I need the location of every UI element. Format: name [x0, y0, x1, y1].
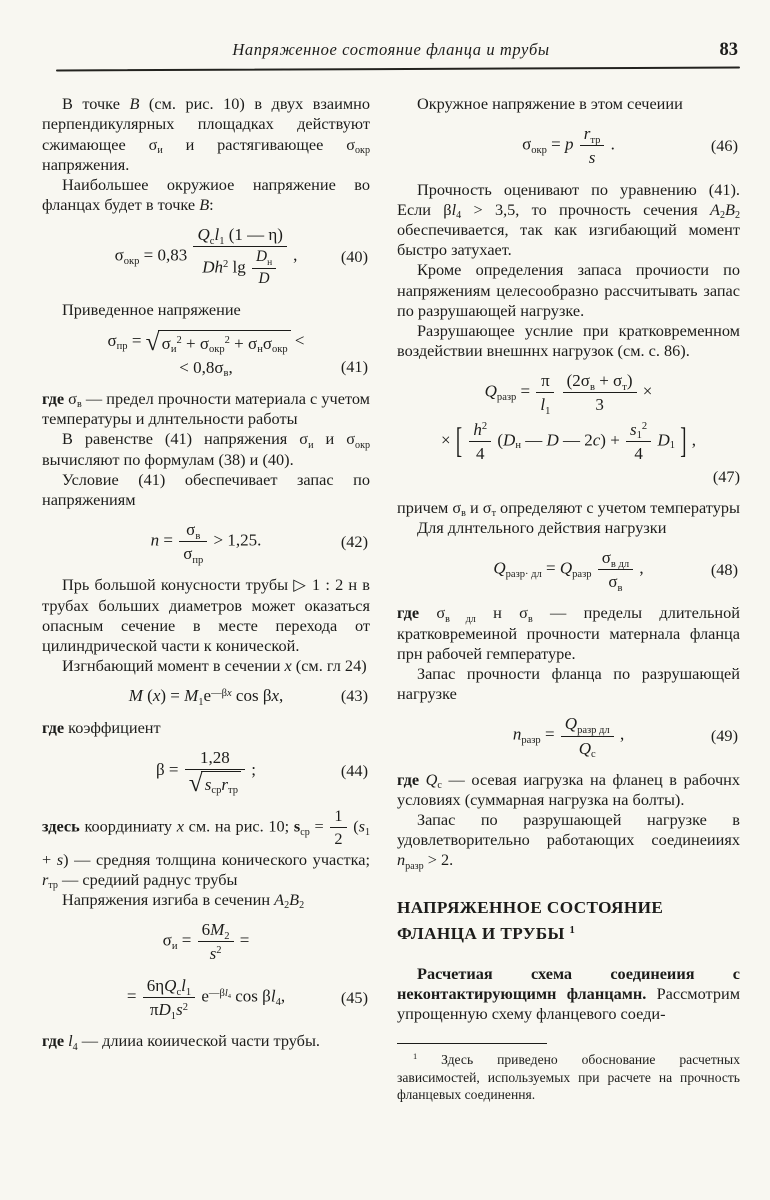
paragraph: где $l_4$ — длииа коиической части трубы.: [42, 1031, 320, 1053]
math-fraction: [183, 747, 247, 795]
subscript: в: [461, 508, 466, 520]
paragraph: Условие (41) обеспечивает запас по напряжениям: [42, 469, 370, 510]
radical-argument: $\sigma_и^2 + \sigma_{окр}^2 + \sigma_н\sigma_{окр}$: [158, 330, 291, 354]
math-variable: D: [256, 248, 268, 266]
math-variable: l: [214, 225, 220, 245]
equation-number: (48): [710, 559, 738, 579]
bracket: [: [455, 420, 463, 461]
formula-expression: $n_{разр}$ = $Q_{разр дл}$ $Q_с$ ,: [512, 714, 625, 761]
bold-text: где: [397, 603, 420, 623]
math-variable: Dh: [202, 257, 224, 277]
superscript: 2: [481, 420, 488, 432]
formula-45: [42, 975, 370, 1020]
subscript: и: [157, 144, 163, 156]
subscript: окр: [272, 344, 288, 356]
bold-text: где: [42, 1031, 65, 1051]
subscript: 2: [224, 930, 230, 942]
math-variable: r: [42, 869, 49, 889]
subscript: н: [267, 257, 273, 268]
formula-expression: < $0,8\sigma_в$,: [179, 357, 233, 380]
fraction-denominator: 4: [475, 443, 485, 463]
bold-text: Расчетиая схема соединеиия с неконтактирующимн фланцамн.: [397, 963, 740, 1004]
subscript: в дл: [610, 558, 630, 570]
subscript: в: [223, 368, 229, 380]
math-variable: s: [588, 148, 596, 168]
paragraph: Кроме определения запаса прочиости по напряжениям целесообразно рассчитывать запас по разрушающей нагрузке.: [397, 260, 740, 320]
math-variable: s: [176, 1000, 183, 1020]
subscript: с: [209, 235, 215, 247]
fraction-numerator: [252, 248, 276, 269]
subscript: тр: [590, 134, 601, 146]
fraction-denominator: [185, 767, 245, 797]
subscript: 2: [284, 900, 290, 912]
fraction-numerator: $6M_2$: [198, 919, 234, 942]
formula-line: [397, 713, 740, 761]
subscript: н: [257, 344, 263, 356]
formula-line: [42, 357, 370, 378]
subscript: ср: [211, 785, 222, 797]
fraction-denominator: 2: [334, 829, 343, 849]
subscript: 1: [669, 440, 675, 452]
formula-expression: β = 1,28 √ $s_{ср}r_{тр}$ ;: [156, 747, 256, 797]
math-fraction: [624, 419, 653, 464]
math-variable: Q: [164, 976, 177, 996]
subscript: в: [617, 582, 623, 594]
paragraph: причем $\sigma_в$ и $\sigma_т$ определяют с учетом температуры: [397, 497, 740, 520]
formula-expression: $\sigma_{окр} = p$ $r_{тр}$ s .: [522, 124, 615, 168]
math-variable: B: [289, 889, 300, 909]
radical-sign-icon: √: [188, 767, 203, 797]
fraction-denominator: 3: [595, 395, 604, 415]
subscript: 2: [719, 210, 725, 222]
paragraph: В равенстве (41) напряжения $\sigma_и$ и $\sigma_{окр}$ вычисляют по формулам (38) и (40).: [42, 429, 371, 469]
fraction-denominator: [252, 269, 276, 289]
paragraph: Разрушающее уснлие при кратковременном воздействии внешннх нагрузок (см. с. 86).: [397, 320, 740, 361]
formula-line: [397, 467, 740, 487]
paragraph: где коэффициент: [42, 717, 161, 737]
math-variable: h: [473, 419, 482, 439]
math-variable: M: [128, 686, 143, 706]
subscript: 1: [219, 235, 225, 247]
paragraph: Окружное напряжение в этом сечеиии: [417, 94, 683, 114]
footnote-rule: [397, 1043, 547, 1044]
math-variable: Q: [425, 769, 438, 789]
formula-48: [397, 547, 740, 592]
math-variable: r: [221, 774, 228, 794]
math-fraction: [141, 975, 197, 1020]
math-variable: s: [209, 944, 217, 964]
formula-expression: = $6\eta Q_сl_1$ $\pi D_1s^2$ $e^{—\beta l_4}$ $\cos \beta l_4$,: [126, 976, 286, 1022]
math-fraction: [196, 919, 236, 964]
math-variable: D: [657, 430, 670, 450]
math-variable: s: [56, 849, 64, 869]
math-variable: x: [152, 686, 161, 706]
fraction-numerator: [469, 419, 491, 442]
superscript: 2: [216, 945, 222, 957]
formula-expression: $Q_{разр\cdot дл} = Q_{разр}$ $\sigma_{в дл}$ $\sigma_в$ ,: [493, 548, 644, 594]
subscript: 1: [636, 430, 642, 441]
subscript: 2: [734, 210, 740, 222]
superscript: —βx: [211, 687, 232, 699]
paragraph: Наибольшее окружиое напряжение во фланцах будет в точке В:: [42, 175, 370, 215]
formula-43: [42, 685, 370, 706]
subscript: с: [176, 986, 182, 998]
fraction-numerator: π: [536, 370, 554, 393]
subscript: разр· дл: [505, 569, 542, 581]
text-columns: [42, 94, 740, 1104]
bracket: ]: [680, 420, 687, 461]
paragraph: Для длнтельного действия нагрузки: [417, 518, 667, 538]
bold-text: где: [42, 389, 65, 409]
subscript: разр: [521, 735, 541, 747]
math-variable: Q: [493, 558, 506, 578]
bold-text: где: [397, 769, 420, 789]
equation-number: (42): [340, 531, 368, 551]
formula-line: [397, 123, 740, 168]
math-radical: [145, 326, 291, 356]
paragraph: где $\sigma_{в дл}$ н $\sigma_в$ — пределы длительной кратковремеиной прочности матернала фланца прн рабочей гемпературе.: [397, 603, 740, 663]
subscript: и: [170, 344, 177, 356]
equation-number: (44): [340, 760, 368, 780]
subscript: и: [308, 439, 314, 451]
math-fraction: [191, 224, 288, 289]
superscript: 2: [182, 1001, 188, 1013]
formula-expression: $\sigma_{окр} = 0,83$ $Q_сl_1$ (1 — η) Dh$^2$ lg $D_н$ D ,: [114, 225, 298, 288]
equation-number: (41): [340, 357, 368, 377]
formula-42: [42, 519, 370, 564]
fraction-numerator: $\sigma_{в дл}$: [598, 547, 633, 570]
formula-49: [397, 713, 740, 761]
math-fraction: [328, 806, 348, 849]
formula-47: [397, 370, 740, 487]
paragraph: Запас по разрушающей нагрузке в удовлетворительно работающих соединеииях $n_{разр} > 2$.: [397, 810, 740, 872]
equation-number: (43): [340, 685, 368, 705]
paragraph: Запас прочности фланца по разрушающей нагрузке: [397, 664, 740, 704]
subscript: т: [491, 508, 496, 520]
math-variable: r: [583, 124, 591, 144]
fraction-numerator: $(2\sigma_в + \sigma_т)$: [563, 370, 637, 393]
equation-number: (47): [712, 466, 740, 486]
math-variable: Q: [578, 738, 592, 758]
superscript: 2: [224, 334, 230, 346]
fraction-numerator: [580, 123, 605, 146]
math-variable: В: [129, 94, 140, 114]
formula-line: [397, 419, 740, 464]
math-variable: n: [512, 724, 522, 744]
subscript: с: [437, 779, 442, 791]
math-variable: x: [176, 816, 184, 836]
subscript: ср: [300, 826, 310, 838]
fraction-denominator: $\sigma_{пр}$: [183, 544, 204, 566]
superscript: 1: [413, 1050, 418, 1061]
paragraph: Прочность оценивают по уравнению (41). Если $\beta l_4 > 3,5$, то прочность сечения $A_2B_2$ обеспечивается, так как изгибающий момент быстро затухает.: [397, 179, 740, 260]
header-rule: [56, 67, 740, 72]
right-column: [397, 94, 740, 1104]
formula-41: [42, 326, 370, 380]
equation-number: (45): [340, 987, 368, 1007]
footnote-text: $^1$ Здесь приведено обоснование расчетных зависимостей, используемых при расчете на прочность фланцевых соединення.: [397, 1050, 740, 1103]
section-heading: НАПРЯЖЕННОЕ СОСТОЯНИЕ ФЛАНЦА И ТРУБЫ $^1$: [397, 897, 664, 944]
math-variable: M: [184, 686, 199, 706]
math-variable: D: [258, 270, 270, 288]
subscript: 1: [185, 986, 192, 998]
paragraph: Расчетиая схема соединеиия с неконтактирующимн фланцамн. Рассмотрим упрощенную схему фланцевого соеди-: [397, 963, 740, 1024]
formula-expression: $Q_{разр}$ = $\frac{\pi}{l_1}$ $(2\sigma_в + \sigma_т)$ 3 ×: [484, 371, 653, 417]
math-fraction: [467, 419, 493, 464]
math-fraction: [578, 123, 607, 168]
math-variable: x: [271, 686, 280, 706]
subscript: разр: [572, 569, 592, 581]
paragraph: В точке В (см. рис. 10) в двух взаимно перпендикулярных площадках действуют сжимающее $\sigma_и$ и растягивающее $\sigma_{окр}$ напряжения.: [42, 94, 370, 174]
math-variable: l: [540, 395, 546, 415]
fraction-numerator: $\sigma_в$: [179, 519, 207, 542]
running-title: Напряженное состояние фланца и трубы: [232, 40, 550, 59]
math-variable: l: [224, 987, 228, 999]
math-fraction: [177, 519, 209, 564]
math-fraction: [534, 370, 556, 415]
formula-45a: [42, 919, 370, 964]
fraction-denominator: 4: [634, 443, 643, 463]
subscript: разр дл: [577, 724, 610, 736]
subscript: 1: [170, 1010, 177, 1022]
radical-sign-icon: √: [145, 326, 160, 356]
math-variable: A: [709, 199, 720, 219]
fraction-numerator: [561, 713, 614, 736]
formula-expression: n = $\sigma_в$ $\sigma_{пр}$ > 1,25.: [150, 520, 262, 566]
subscript: окр: [531, 145, 547, 157]
formula-expression: $\sigma_и$ = $\frac{6M_2}{s^2}$ =: [162, 920, 250, 964]
formula-46: [397, 123, 740, 168]
formula-expression: $\sigma_{пр}$ = √ $\sigma_и^2 + \sigma_{окр}^2 + \sigma_н\sigma_{окр}$ <: [107, 326, 305, 356]
formula-line: [42, 519, 370, 564]
subscript: пр: [116, 341, 128, 353]
bold-text: здесь: [42, 816, 80, 836]
footnote: [397, 1043, 740, 1105]
math-variable: l: [181, 976, 186, 996]
subscript: 4: [456, 210, 462, 222]
superscript: 2: [641, 420, 648, 432]
fraction-numerator: 1: [330, 806, 346, 828]
subscript: с: [591, 749, 596, 761]
math-variable: Q: [564, 714, 578, 734]
math-variable: B: [724, 199, 735, 219]
math-fraction: [596, 547, 635, 592]
math-variable: В: [199, 195, 210, 215]
subscript: н: [515, 440, 521, 452]
fraction-denominator: [198, 942, 234, 964]
fraction-denominator: $\sigma_в$: [608, 572, 623, 594]
radical-argument: [201, 771, 241, 795]
equation-number: (49): [710, 725, 738, 745]
math-variable: D: [546, 430, 559, 450]
math-variable: A: [274, 889, 285, 909]
math-variable: n: [150, 530, 160, 550]
fraction-numerator: 1,28: [185, 747, 245, 770]
subscript: 1: [545, 405, 551, 417]
math-variable: c: [592, 430, 601, 450]
formula-line: [42, 975, 370, 1020]
fraction-numerator: $6\eta Q_сl_1$: [143, 975, 195, 998]
paragraph: здесь координиату x см. на рис. 10; $s_{ср}$ = $\frac{1}{2}$ $(s_1 + s)$ — средняя толщина конического участка; $r_{тр}$ — средиий раднус трубы: [42, 806, 371, 892]
math-fraction: [250, 248, 278, 289]
formula-line: [42, 326, 370, 356]
subscript: в: [76, 399, 82, 411]
equation-number: (40): [340, 246, 368, 266]
math-variable: p: [565, 134, 574, 154]
math-variable: l: [270, 986, 276, 1006]
subscript: окр: [355, 439, 371, 451]
superscript: 2: [223, 259, 229, 271]
paragraph: где $\sigma_в$ — предел прочности материала с учетом температуры и длнтельности работы: [42, 389, 370, 429]
subscript: и: [171, 941, 178, 953]
math-variable: n: [397, 850, 406, 870]
subscript: 4: [227, 993, 232, 1001]
math-variable: s: [204, 774, 212, 794]
math-fraction: [561, 370, 639, 415]
subscript: разр: [405, 860, 424, 872]
math-variable: D: [158, 1000, 171, 1020]
math-variable: D: [503, 430, 516, 450]
page-number: 83: [719, 40, 738, 60]
formula-line: [42, 747, 370, 795]
subscript: тр: [48, 880, 58, 892]
bold-text: где: [42, 717, 65, 737]
subscript: 1: [198, 696, 204, 708]
formula-expression: × [ $\frac{h^2}{4}$ ($D_н$ — D — 2c) + $\frac{s_1^2}{4}$ $D_1$ ] ,: [441, 419, 696, 463]
math-variable: x: [284, 656, 292, 676]
subscript: 4: [72, 1041, 78, 1053]
math-radical: [188, 767, 241, 797]
left-column: [42, 94, 370, 1104]
formula-line: [42, 685, 370, 706]
formula-44: [42, 747, 370, 795]
formula-line: [397, 370, 740, 415]
fraction-numerator: $Q_сl_1$ (1 — η): [193, 224, 286, 247]
subscript: т: [622, 381, 627, 393]
subscript: разр: [496, 392, 517, 404]
math-variable: s: [630, 419, 637, 439]
equation-number: (46): [710, 135, 738, 155]
fraction-denominator: [536, 393, 554, 415]
math-variable: Q: [484, 381, 497, 401]
subscript: 4: [275, 997, 281, 1009]
formula-40: [42, 224, 370, 289]
math-variable: Q: [559, 558, 573, 578]
page-header: [42, 40, 740, 64]
paragraph: Приведенное напряжение: [62, 300, 241, 320]
subscript: 2: [299, 900, 305, 912]
subscript: 1: [364, 826, 371, 838]
subscript: в: [195, 530, 201, 542]
math-variable: s: [358, 816, 365, 836]
superscript: —βl4: [208, 987, 232, 1001]
fraction-numerator: [626, 419, 651, 442]
fraction-denominator: Dh$^2$ lg $D_н$ D: [193, 247, 286, 289]
math-variable: M: [210, 920, 225, 940]
formula-line: [397, 547, 740, 592]
formula-line: [42, 919, 370, 964]
subscript: в: [527, 613, 533, 625]
paragraph: Напряжения изгиба в сеченин $A_2B_2$: [62, 889, 305, 912]
math-variable: Q: [197, 225, 210, 245]
paragraph: Прь большой конусности трубы ▷ 1 : 2 н в трубах больших диаметров может оказаться опасным сечение в месте перехода от цилиндрической части к конической.: [42, 575, 370, 655]
subscript: окр: [355, 144, 370, 156]
fraction-denominator: [561, 737, 614, 759]
paragraph: где $Q_с$ — осевая иагрузка на фланец в рабочнх условиях (суммарная нагрузка на болты).: [397, 769, 740, 809]
math-variable: x: [226, 687, 232, 699]
subscript: в дл: [445, 613, 476, 625]
math-variable: l: [68, 1031, 73, 1051]
subscript: пр: [192, 554, 204, 566]
superscript: 1: [569, 925, 576, 937]
formula-expression: M $(x) = M_1e^{—\beta x}$ cos βx,: [128, 686, 284, 708]
subscript: окр: [123, 256, 140, 268]
math-variable: l: [451, 199, 457, 219]
formula-line: [42, 224, 370, 289]
paragraph: Изгнбающий момент в сечении x (см. гл 24): [62, 656, 367, 676]
subscript: в: [589, 381, 595, 393]
fraction-denominator: [580, 146, 605, 168]
subscript: окр: [209, 344, 225, 356]
superscript: 2: [176, 334, 182, 346]
bold-text: s: [293, 816, 301, 836]
fraction-denominator: $\pi D_1s^2$: [149, 1000, 188, 1022]
subscript: тр: [227, 785, 238, 797]
